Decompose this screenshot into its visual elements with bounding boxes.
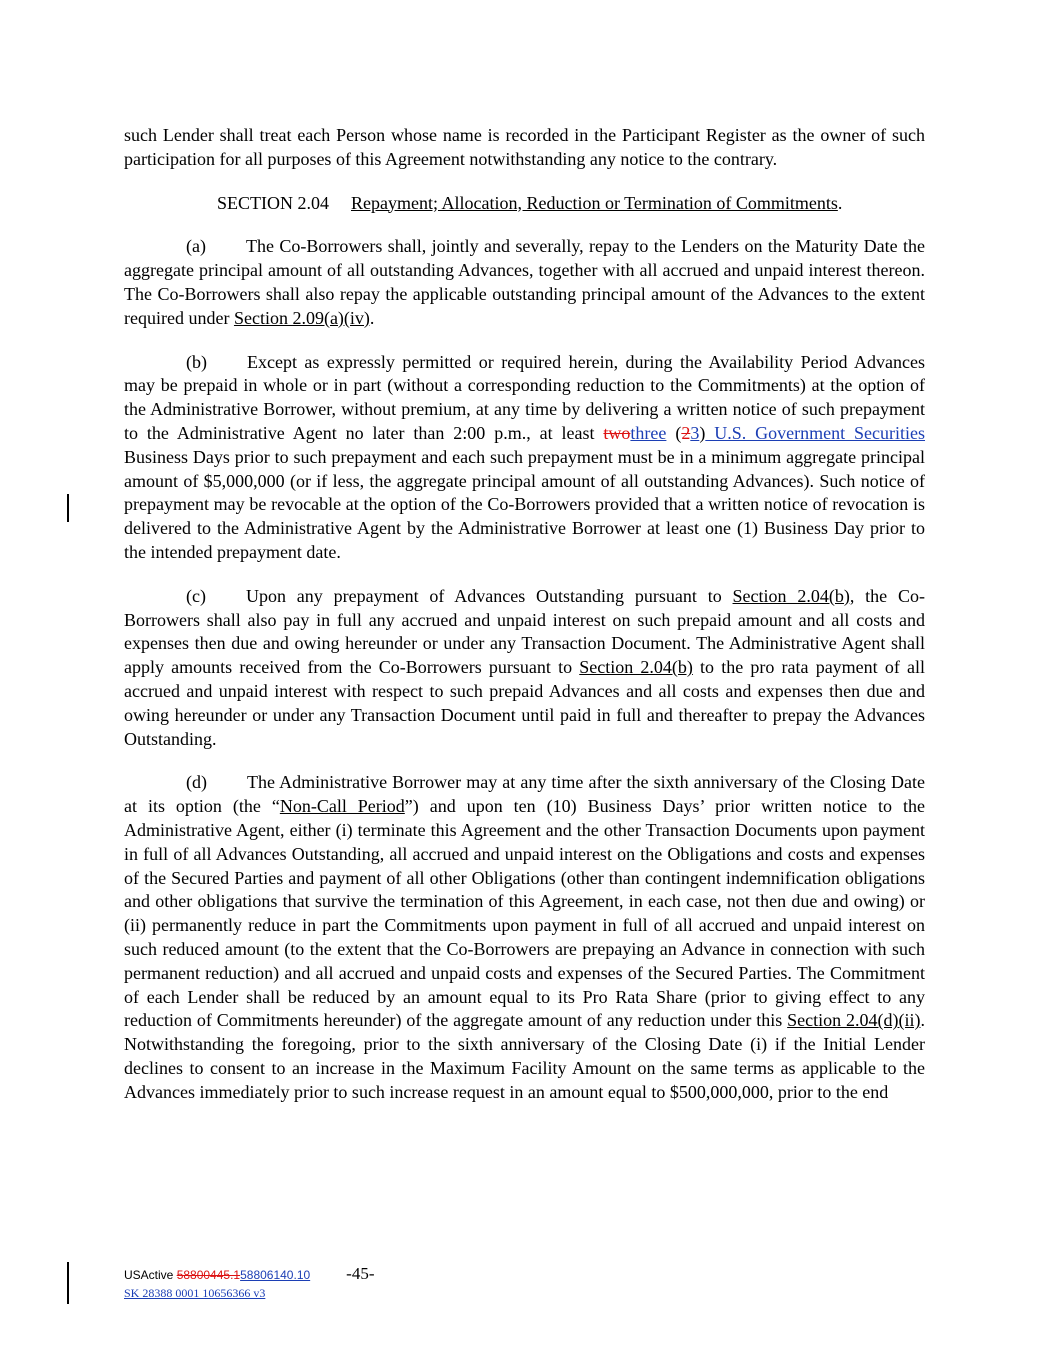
- paragraph-label: (a): [186, 236, 206, 257]
- paragraph-label: (d): [186, 772, 207, 793]
- footer-doc-ref: SK 28388 0001 10656366 v3: [124, 1286, 266, 1300]
- section-title: Repayment; Allocation, Reduction or Termination of Commitments: [351, 192, 838, 213]
- change-bar-footer: [67, 1262, 69, 1304]
- section-reference: Section 2.04(b): [732, 585, 850, 606]
- deleted-text: 2: [681, 422, 691, 443]
- section-reference: Section 2.04(d)(ii): [787, 1010, 921, 1031]
- defined-term: Non-Call Period: [279, 796, 405, 817]
- paragraph-label: (c): [186, 585, 206, 606]
- deleted-doc-id: 58800445.1: [176, 1268, 241, 1282]
- section-reference: Section 2.04(b): [579, 657, 693, 678]
- paragraph-a: (a) The Co-Borrowers shall, jointly and severally, repay to the Lenders on the Maturity Date the aggregate principal amount of all outstanding Advances, together with all accrued and unpaid interest thereon. The Co-Borrowers shall also repay the applicable outstanding principal amount of the Advances to the extent required under Section 2.09(a)(iv).: [124, 236, 925, 328]
- deleted-text: two: [603, 422, 631, 443]
- paragraph-label: (b): [186, 351, 207, 372]
- intro-paragraph: such Lender shall treat each Person whose name is recorded in the Participant Register as the owner of such participation for all purposes of this Agreement notwithstanding any notice to the contrary.: [124, 125, 925, 169]
- paragraph-c: (c) Upon any prepayment of Advances Outstanding pursuant to Section 2.04(b), the Co- Borrowers shall also pay in full any accrued and unpaid interest on such prepaid amount and all costs and expenses then due and owing hereunder or under any Transaction Document. The Administrative Agent shall apply amounts received from the Co-Borrowers pursuant to Section 2.04(b) to the pro rata payment of all accrued and unpaid interest with respect to such prepaid Advances and all costs and expenses then due and owing hereunder or under any Transaction Document until paid in full and thereafter to prepay the Advances Outstanding.: [124, 585, 925, 749]
- section-reference: Section 2.09(a)(iv): [233, 307, 370, 328]
- document-page: [124, 124, 925, 1124]
- inserted-text: U.S. Government Securities: [705, 422, 926, 443]
- inserted-text: three: [630, 422, 667, 443]
- inserted-doc-id: 58806140.10: [240, 1268, 311, 1282]
- inserted-text: 3: [690, 422, 700, 443]
- footer-doc-id: USActive 58800445.158806140.10: [124, 1268, 311, 1282]
- page-footer: [124, 1264, 375, 1301]
- section-heading: SECTION 2.04 Repayment; Allocation, Reduction or Termination of Commitments.: [124, 192, 925, 216]
- page-number: -45-: [346, 1264, 375, 1283]
- paragraph-b: (b) Except as expressly permitted or required herein, during the Availability Period Advances may be prepaid in whole or in part (without a corresponding reduction to the Commitments) at the option of the Administrative Borrower, without premium, at any time by delivering a written notice of such prepayment to the Administrative Agent no later than 2:00 p.m., at least twothree (23) U.S. Government Securities Business Days prior to such prepayment and each such prepayment must be in a minimum aggregate principal amount of $5,000,000 (or if less, the aggregate principal amount of all outstanding Advances). Such notice of prepayment may be revocable at the option of the Co-Borrowers provided that a written notice of revocation is delivered to the Administrative Agent by the Administrative Borrower at least one (1) Business Day prior to the intended prepayment date.: [124, 351, 926, 562]
- paragraph-d: (d) The Administrative Borrower may at any time after the sixth anniversary of the Closing Date at its option (the “Non-Call Period”) and upon ten (10) Business Days’ prior written notice to the Administrative Agent, either (i) terminate this Agreement and the other Transaction Documents upon payment in full of all Advances Outstanding, all accrued and unpaid interest on the Obligations and costs and expenses of the Secured Parties and payment of all other Obligations (other than contingent indemnification obligations and other obligations that survive the termination of this Agreement, in each case, not then due and owing) or (ii) permanently reduce in part the Commitments upon payment in full of all accrued and unpaid interest on such reduced amount (to the extent that the Co-Borrowers are prepaying an Advance in connection with such permanent reduction) and all accrued and unpaid costs and expenses of the Secured Parties. The Commitment of each Lender shall be reduced by an amount equal to its Pro Rata Share (prior to giving effect to any reduction of Commitments hereunder) of the aggregate amount of any reduction under this Section 2.04(d)(ii). Notwithstanding the foregoing, prior to the sixth anniversary of the Closing Date (i) if the Initial Lender declines to consent to an increase in the Maximum Facility Amount on the same terms as applicable to the Advances immediately prior to such increase request in an amount equal to $500,000,000, prior to the end: [124, 772, 925, 1102]
- change-bar-para-b: [67, 494, 69, 522]
- section-number: SECTION 2.04: [217, 192, 329, 213]
